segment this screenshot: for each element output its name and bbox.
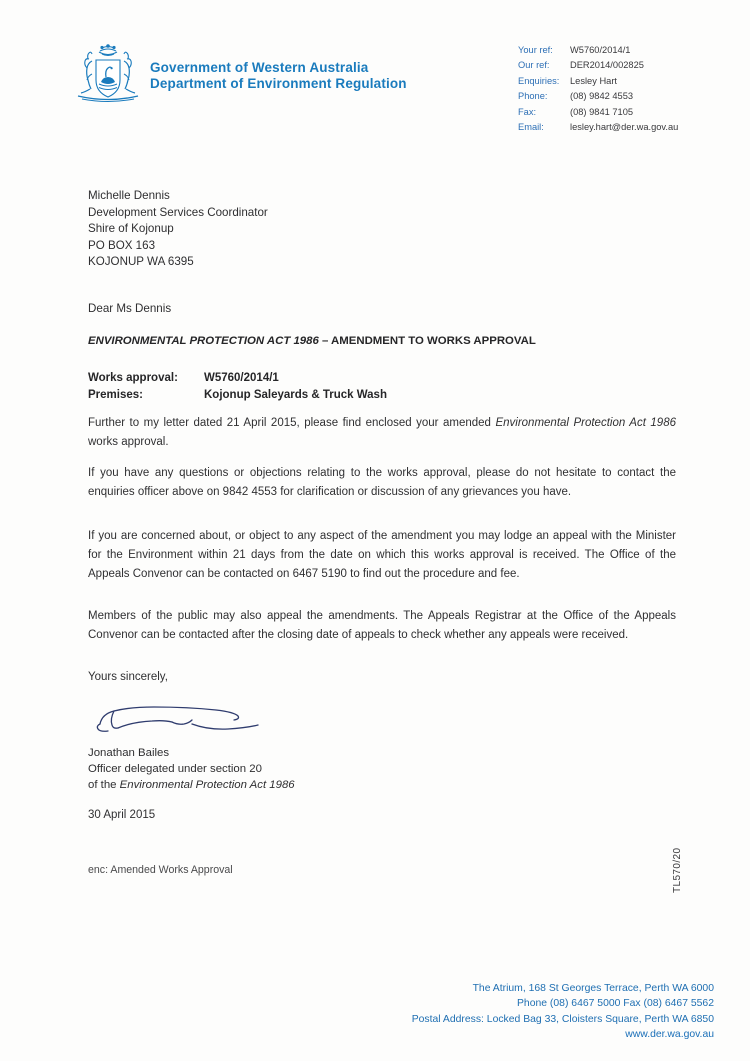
- addressee-line: Development Services Coordinator: [88, 205, 268, 219]
- detail-label: Premises:: [88, 388, 143, 401]
- reference-value: DER2014/002825: [570, 60, 644, 71]
- approval-details: [88, 370, 387, 403]
- addressee-line: Shire of Kojonup: [88, 222, 174, 236]
- reference-label: Your ref:: [518, 45, 553, 55]
- reference-value: (08) 9841 7105: [570, 106, 634, 117]
- footer-phone-fax: Phone (08) 6467 5000 Fax (08) 6467 5562: [517, 998, 714, 1010]
- detail-row-premises: [88, 387, 387, 404]
- signer-title: Officer delegated under section 20: [88, 763, 262, 776]
- footer-postal-address: Postal Address: Locked Bag 33, Cloisters Square, Perth WA 6850: [411, 1013, 714, 1025]
- act-name-italic: Environmental Protection Act 1986: [495, 417, 676, 429]
- subject-heading: [88, 335, 678, 347]
- brand-line-government: Government of Western Australia: [150, 60, 369, 75]
- footer-contact-block: [412, 981, 714, 1043]
- reference-row-fax: [518, 105, 678, 120]
- footer-street-address: The Atrium, 168 St Georges Terrace, Perth WA 6000: [472, 982, 714, 994]
- detail-label: Works approval:: [88, 372, 178, 384]
- footer-website-url[interactable]: www.der.wa.gov.au: [625, 1029, 714, 1041]
- paragraph-questions: If you have any questions or objections relating to the works approval, please do not hesitate to contact the enquiries officer above on 9842 4553 for clarification or discussion of any grievances you have.: [88, 467, 676, 498]
- detail-value: Kojonup Saleyards & Truck Wash: [204, 388, 387, 401]
- paragraph-public-appeals: Members of the public may also appeal the amendments. The Appeals Registrar at the Office of the Appeals Convenor can be contacted after the closing date of appeals to check whether any appeals were received.: [88, 610, 676, 641]
- signer-block: [88, 745, 295, 794]
- reference-label: Fax:: [518, 106, 537, 117]
- reference-value: (08) 9842 4553: [570, 91, 634, 102]
- reference-label: Our ref:: [518, 60, 550, 71]
- document-side-code: TL570/20: [672, 847, 683, 893]
- addressee-line: Michelle Dennis: [88, 189, 170, 202]
- reference-label: Phone:: [518, 91, 548, 102]
- paragraph-text-part: Further to my letter dated 21 April 2015, please find enclosed your amended: [88, 417, 496, 429]
- signer-delegation-act: [88, 777, 295, 793]
- handwritten-signature-icon: [92, 694, 322, 740]
- paragraph-text-part: works approval.: [88, 435, 169, 448]
- department-brand: [150, 60, 407, 91]
- reference-row-email: [518, 120, 678, 135]
- paragraph-appeal-rights: If you are concerned about, or object to any aspect of the amendment you may lodge an appeal with the Minister for the Environment within 21 days from the date on which this works approval is received. The Office of the Appeals Convenor can be contacted on 6467 5190 to find out the procedure and fee.: [88, 530, 676, 580]
- reference-value: Lesley Hart: [570, 75, 618, 86]
- reference-label: Enquiries:: [518, 75, 560, 86]
- addressee-block: [88, 188, 268, 271]
- reference-value: W5760/2014/1: [570, 45, 631, 55]
- enclosure-note: enc: Amended Works Approval: [88, 864, 233, 876]
- signer-name: Jonathan Bailes: [88, 747, 170, 759]
- reference-block: [518, 43, 678, 135]
- email-address[interactable]: lesley.hart@der.wa.gov.au: [570, 122, 679, 133]
- subject-remainder: – AMENDMENT TO WORKS APPROVAL: [318, 335, 536, 347]
- reference-row-your-ref: [518, 43, 678, 58]
- detail-value: W5760/2014/1: [204, 372, 279, 384]
- salutation: Dear Ms Dennis: [88, 302, 172, 315]
- subject-act-name: ENVIRONMENTAL PROTECTION ACT 1986: [88, 335, 319, 347]
- act-name-italic: Environmental Protection Act 1986: [119, 779, 295, 792]
- reference-label: Email:: [518, 122, 544, 133]
- reference-row-phone: [518, 89, 678, 104]
- reference-row-enquiries: [518, 74, 678, 89]
- letter-date: 30 April 2015: [88, 809, 156, 821]
- addressee-line: PO BOX 163: [88, 238, 156, 252]
- brand-line-department: Department of Environment Regulation: [150, 75, 407, 91]
- delegation-prefix: of the: [88, 779, 120, 792]
- reference-row-our-ref: [518, 58, 678, 73]
- letterhead: [0, 0, 750, 160]
- paragraph-enclosure-notice: [88, 414, 676, 452]
- wa-coat-of-arms-icon: [72, 44, 144, 106]
- detail-row-works-approval: [88, 370, 387, 387]
- closing-salutation: Yours sincerely,: [88, 671, 168, 683]
- addressee-line: KOJONUP WA 6395: [88, 255, 194, 269]
